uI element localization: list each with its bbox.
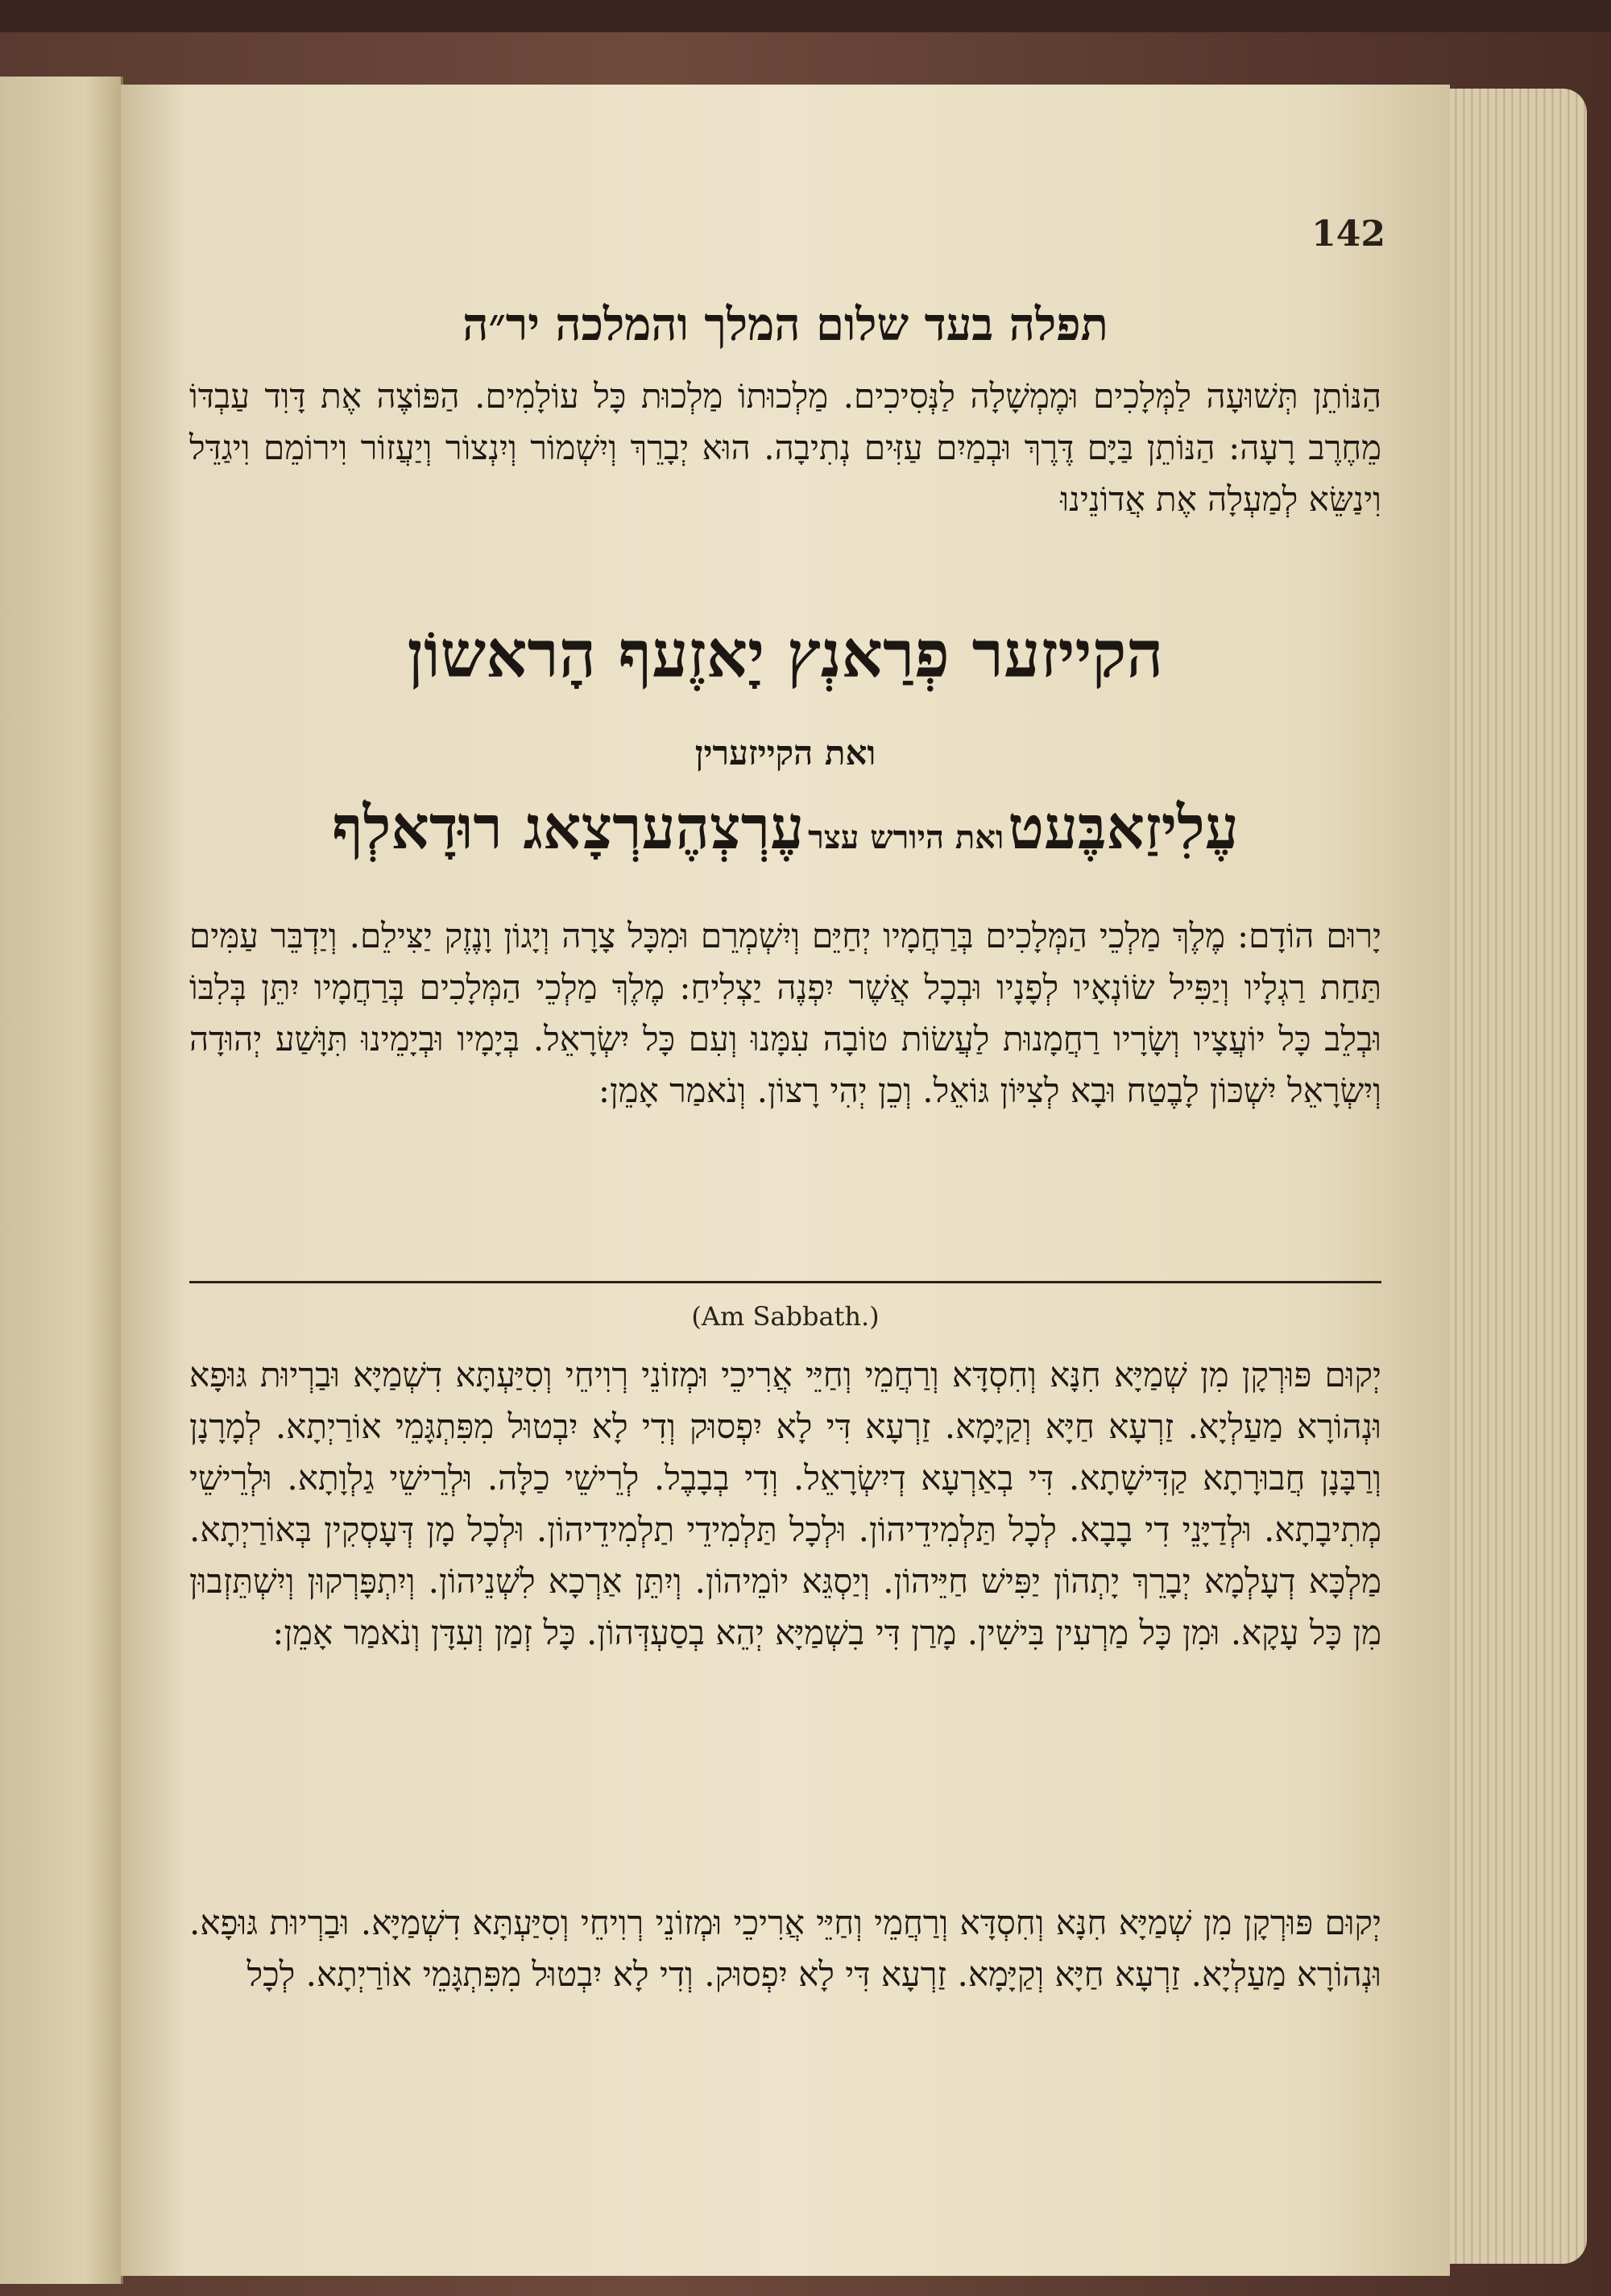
left-page-edge — [0, 77, 123, 2284]
yekum-purkan-paragraph-1: יְקוּם פּוּרְקָן מִן שְׁמַיָּא חִנָּא וְחִסְדָּא וְרַחֲמֵי וְחַיֵּי אֲרִיכֵי וּמְזוֹנֵי רְוִיחֵי וְסִיַּעְתָּא דִשְׁמַיָּא וּבַרְיוּת גּוּפָא וּנְהוֹרָא מַעַלְיָא. זַרְעָא חַיָּא וְקַיָּמָא. זַרְעָא דִּי לָא יִפְסוּק וְדִי לָא יִבְטוּל מִפִּתְגָּמֵי אוֹרַיְתָא. לְמָרָנָן וְרַבָּנָן חֲבוּרָתָא קַדִּישָׁתָא. דִּי בְאַרְעָא דְיִשְׂרָאֵל. וְדִי בְבָבֶל. לְרֵישֵׁי כַלָּה. וּלְרֵישֵׁי גַלְוָתָא. וּלְרֵישֵׁי מְתִיבָתָא. וּלְדַיָּנֵי דִי בָבָא. לְכָל תַּלְמִידֵיהוֹן. וּלְכָל תַּלְמִידֵי תַלְמִידֵיהוֹן. וּלְכָל מָן דְּעָסְקִין בְּאוֹרַיְתָא. מַלְכָּא דְעָלְמָא יְבָרֵךְ יָתְהוֹן יַפִּישׁ חַיֵּיהוֹן. וְיַסְגֵּא יוֹמֵיהוֹן. וְיִתֵּן אַרְכָא לִשְׁנֵיהוֹן. וְיִתְפָּרְקוּן וְיִשְׁתֵּזְבוּן מִן כָּל עָקָא. וּמִן כָּל מַרְעִין בִּישִׁין. מָרַן דִּי בִשְׁמַיָּא יְהֵא בְסַעְדְּהוֹן. כָּל זְמַן וְעִדָּן וְנֹאמַר אָמֵן: — [189, 1355, 1381, 1652]
empress-intro: ואת הקייזערין — [694, 733, 876, 773]
page-number: 142 — [1311, 213, 1385, 255]
yekum-purkan-paragraph-2: יְקוּם פּוּרְקָן מִן שְׁמַיָּא חִנָּא וְחִסְדָּא וְרַחֲמֵי וְחַיֵּי אֲרִיכֵי וּמְזוֹנֵי רְוִיחֵי וְסִיַּעְתָּא דִשְׁמַיָּא. וּבַרְיוּת גּוּפָא. וּנְהוֹרָא מַעַלְיָא. זַרְעָא חַיָּא וְקַיָּמָא. זַרְעָא דִּי לָא יִפְסוּק. וְדִי לָא יִבְטוּל מִפִּתְגָּמֵי אוֹרַיְתָא. לְכָל — [189, 1903, 1381, 1994]
crown-prince-name: עֶרְצְהֶערְצָאג רוּדָאלְף — [332, 794, 805, 863]
prayer-paragraph-2: יָרוּם הוֹדָם: מֶלֶךְ מַלְכֵי הַמְּלָכִים בְּרַחֲמָיו יְחַיֵּם וְיִשְׁמְרֵם וּמִכָּל צָרָה וְיָגוֹן וָנֶזֶק יַצִּילֵם. וְיַדְבֵּר עַמִּים תַּחַת רַגְלָיו וְיַפִּיל שׂוֹנְאָיו לְפָנָיו וּבְכָל אֲשֶׁר יִפְנֶה יַצְלִיחַ: מֶלֶךְ מַלְכֵי הַמְּלָכִים בְּרַחֲמָיו יִתֵּן בְּלִבּוֹ וּבְלֵב כָּל יוֹעֲצָיו וְשָׂרָיו רַחֲמָנוּת לַעֲשׂוֹת טוֹבָה עִמָּנוּ וְעִם כָּל יִשְׂרָאֵל. בְּיָמָיו וּבְיָמֵינוּ תִּוָּשַׁע יְהוּדָה וְיִשְׂרָאֵל יִשְׁכּוֹן לָבֶטַח וּבָא לְצִיּוֹן גּוֹאֵל. וְכֵן יְהִי רָצוֹן. וְנֹאמַר אָמֵן: — [189, 916, 1381, 1110]
emperor-heading: הקייזער פְרַאנְץ יָאזֶעף הָראשוֹן — [407, 616, 1164, 692]
empress-and-crown-prince-heading — [189, 794, 1381, 864]
sabbath-caption: (Am Sabbath.) — [691, 1301, 880, 1332]
page-edges — [1434, 89, 1587, 2264]
prayer-paragraph-1: הַנּוֹתֵן תְּשׁוּעָה לַמְּלָכִים וּמֶמְשָׁלָה לַנְּסִיכִים. מַלְכוּתוֹ מַלְכוּת כָּל עוֹלָמִים. הַפּוֹצֶה אֶת דָּוִד עַבְדּוֹ מֵחֶרֶב רָעָה: הַנּוֹתֵן בַּיָּם דֶּרֶךְ וּבְמַיִם עַזִּים נְתִיבָה. הוּא יְבָרֵךְ וְיִשְׁמוֹר וְיִנְצוֹר וְיַעֲזוֹר וִירוֹמֵם וִיגַדֵּל וִינַשֵּׂא לְמַעְלָה אֶת אֲדוֹנֵינוּ — [189, 376, 1381, 519]
prayer-heading: תפלה בעד שלום המלך והמלכה יר״ה — [462, 298, 1108, 351]
divider-rule — [189, 1281, 1381, 1283]
crown-prince-intro: ואת היורש עצר — [808, 819, 1004, 856]
empress-name: עֶלִיזַאבֶּעט — [1008, 794, 1239, 863]
book-page — [121, 85, 1450, 2276]
